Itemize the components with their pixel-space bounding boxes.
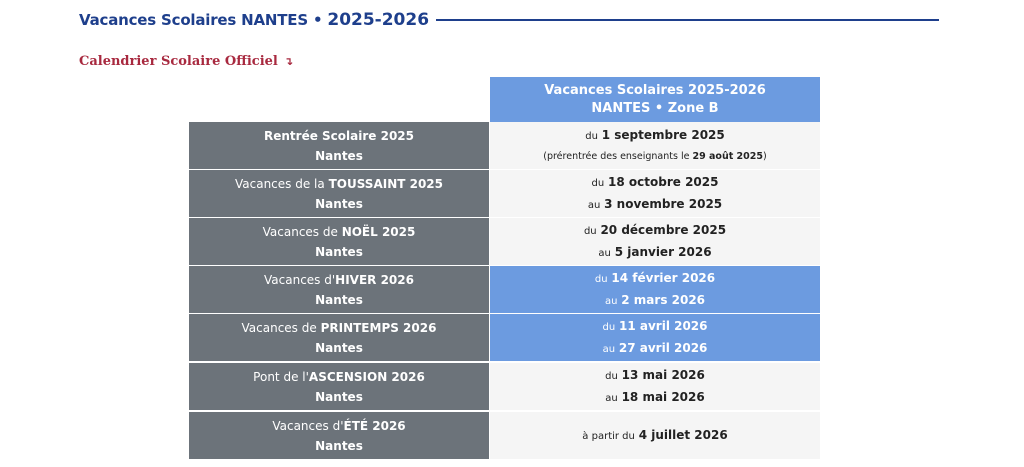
table-row [189, 170, 821, 217]
date-start: 1 septembre 2025 [601, 127, 725, 142]
date-start: 11 avril 2026 [618, 318, 708, 333]
table-header-line2: NANTES • Zone B [591, 100, 719, 116]
period-dates-cell [490, 170, 820, 217]
period-city: Nantes [315, 340, 363, 355]
period-name: NOËL 2025 [341, 224, 416, 239]
heading-divider [436, 19, 939, 21]
period-prefix: Pont de l' [253, 369, 309, 384]
period-dates-cell-highlight [490, 314, 820, 361]
date-end: 2 mars 2026 [621, 292, 706, 307]
period-city: Nantes [315, 244, 363, 259]
date-prefix: au [605, 392, 618, 404]
period-city: Nantes [315, 148, 363, 163]
table-row [189, 218, 821, 265]
date-start: 4 juillet 2026 [638, 427, 728, 442]
table-header-line1: Vacances Scolaires 2025-2026 [544, 82, 766, 98]
note-date: 29 août 2025 [692, 150, 764, 162]
period-label-cell [189, 412, 489, 459]
period-name: HIVER 2026 [335, 272, 414, 287]
period-city: Nantes [315, 292, 363, 307]
date-prefix: du [605, 370, 618, 382]
date-end: 5 janvier 2026 [614, 244, 712, 259]
date-prefix: au [604, 295, 618, 307]
period-label-cell [189, 218, 489, 265]
period-prefix: Vacances d' [264, 272, 336, 287]
page-heading [79, 8, 939, 32]
note-prefix: (prérentrée des enseignants le [543, 150, 690, 162]
date-prefix: du [591, 177, 605, 189]
date-prefix: au [602, 343, 616, 355]
period-city: Nantes [315, 438, 363, 453]
period-dates-cell [490, 363, 820, 410]
period-label-cell [189, 122, 489, 169]
date-prefix: au [587, 199, 601, 211]
calendar-subheading[interactable] [79, 54, 293, 69]
table-row [189, 122, 821, 169]
period-dates-cell [490, 218, 820, 265]
period-name: ASCENSION 2026 [308, 369, 425, 384]
period-label-cell [189, 314, 489, 361]
date-start: 13 mai 2026 [621, 367, 705, 382]
period-name: TOUSSAINT 2025 [328, 176, 443, 191]
date-prefix: du [583, 225, 597, 237]
date-end: 3 novembre 2025 [604, 196, 723, 211]
date-end: 27 avril 2026 [618, 340, 708, 355]
subheading-label[interactable]: Calendrier Scolaire Officiel [79, 54, 278, 69]
table-header [490, 77, 820, 122]
date-prefix: du [594, 273, 608, 285]
date-prefix: à partir du [582, 430, 635, 442]
period-label-cell [189, 363, 489, 410]
date-start: 18 octobre 2025 [608, 174, 719, 189]
date-start: 14 février 2026 [611, 270, 716, 285]
note-suffix: ) [763, 150, 767, 162]
period-name: ÉTÉ 2026 [343, 418, 406, 433]
table-row [189, 363, 821, 410]
heading-year: 2025-2026 [327, 10, 430, 30]
period-label-cell [189, 170, 489, 217]
period-prefix: Vacances de la [234, 176, 325, 191]
arrow-down-icon: ↴ [283, 55, 294, 68]
date-prefix: du [602, 321, 616, 333]
period-dates-cell-highlight [490, 266, 820, 313]
period-city: Nantes [315, 196, 363, 211]
date-prefix: au [598, 247, 611, 259]
period-dates-cell [490, 122, 820, 169]
period-prefix: Vacances d' [272, 418, 344, 433]
table-row [189, 266, 821, 313]
date-end: 18 mai 2026 [621, 389, 705, 404]
period-name: PRINTEMPS 2026 [320, 320, 437, 335]
period-label-cell [189, 266, 489, 313]
heading-title: Vacances Scolaires NANTES • [79, 11, 323, 29]
table-row [189, 314, 821, 361]
period-prefix: Vacances de [262, 224, 338, 239]
period-prefix: Vacances de [241, 320, 317, 335]
date-prefix: du [585, 130, 598, 142]
period-city: Nantes [315, 389, 363, 404]
period-dates-cell [490, 412, 820, 459]
period-name: Rentrée Scolaire 2025 [264, 128, 414, 143]
date-start: 20 décembre 2025 [600, 222, 727, 237]
table-row [189, 412, 821, 459]
